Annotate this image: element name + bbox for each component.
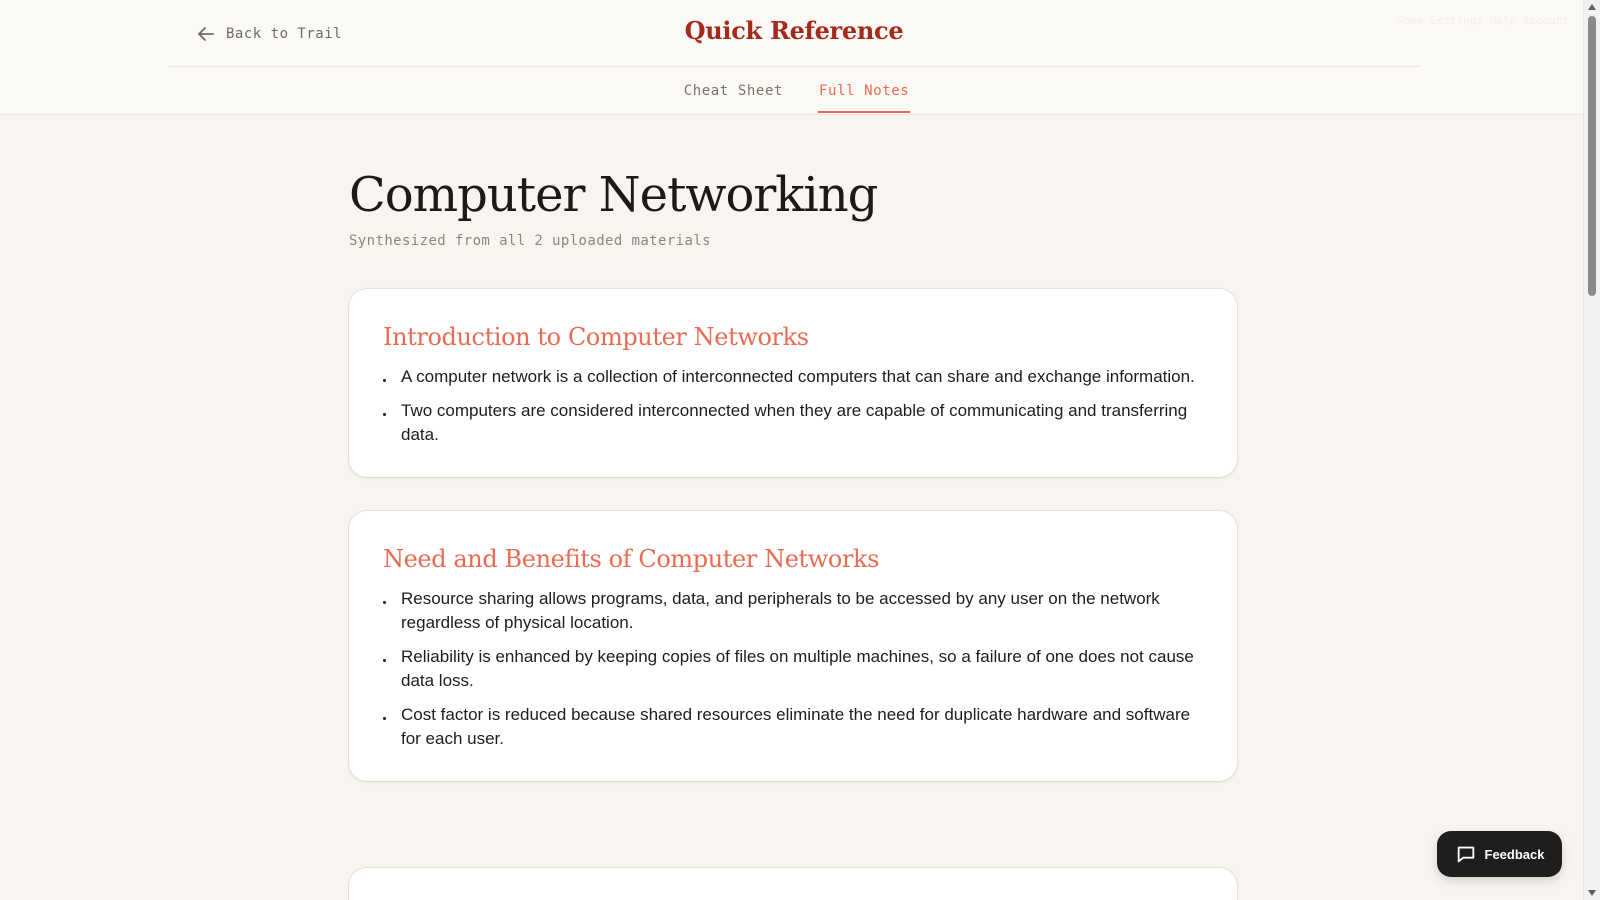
section-title: Introduction to Computer Networks [383,323,809,351]
page-subtitle: Synthesized from all 2 uploaded materials [349,233,711,249]
feedback-button[interactable] [1437,831,1562,877]
header-row [168,0,1420,67]
feedback-label: Feedback [1484,846,1545,862]
scrollbar-thumb[interactable] [1588,16,1596,296]
back-link-label: Back to Trail [226,26,343,42]
main-content [349,115,1237,781]
list-item: Cost factor is reduced because shared resources eliminate the need for duplicate hardware and software for each user. [383,703,1203,751]
list-item: Resource sharing allows programs, data, and peripherals to be accessed by any user on the network regardless of physical location. [383,587,1203,635]
header-ghost-nav: Home Settings Help Account [1396,14,1569,27]
next-section-card [349,868,1237,900]
vertical-scrollbar[interactable] [1583,0,1600,900]
page-title: Computer Networking [349,167,878,223]
top-bar [0,0,1583,115]
app-title: Quick Reference [684,16,904,45]
section-card-introduction [349,289,1237,477]
section-card-need-and-benefits [349,511,1237,781]
list-item: A computer network is a collection of interconnected computers that can share and exchange information. [383,365,1203,389]
section-title: Need and Benefits of Computer Networks [383,545,880,573]
tab-full-notes[interactable]: Full Notes [818,67,910,115]
chat-bubble-icon [1455,843,1477,865]
bullet-list [383,587,1203,751]
scroll-down-arrow-icon[interactable] [1584,886,1600,900]
list-item: Reliability is enhanced by keeping copies of files on multiple machines, so a failure of one does not cause data loss. [383,645,1203,693]
view-tabs [0,67,1583,115]
tab-cheat-sheet[interactable]: Cheat Sheet [683,83,784,99]
scroll-up-arrow-icon[interactable] [1584,0,1600,14]
list-item: Two computers are considered interconnected when they are capable of communicating and transferring data. [383,399,1203,447]
bullet-list [383,365,1203,447]
